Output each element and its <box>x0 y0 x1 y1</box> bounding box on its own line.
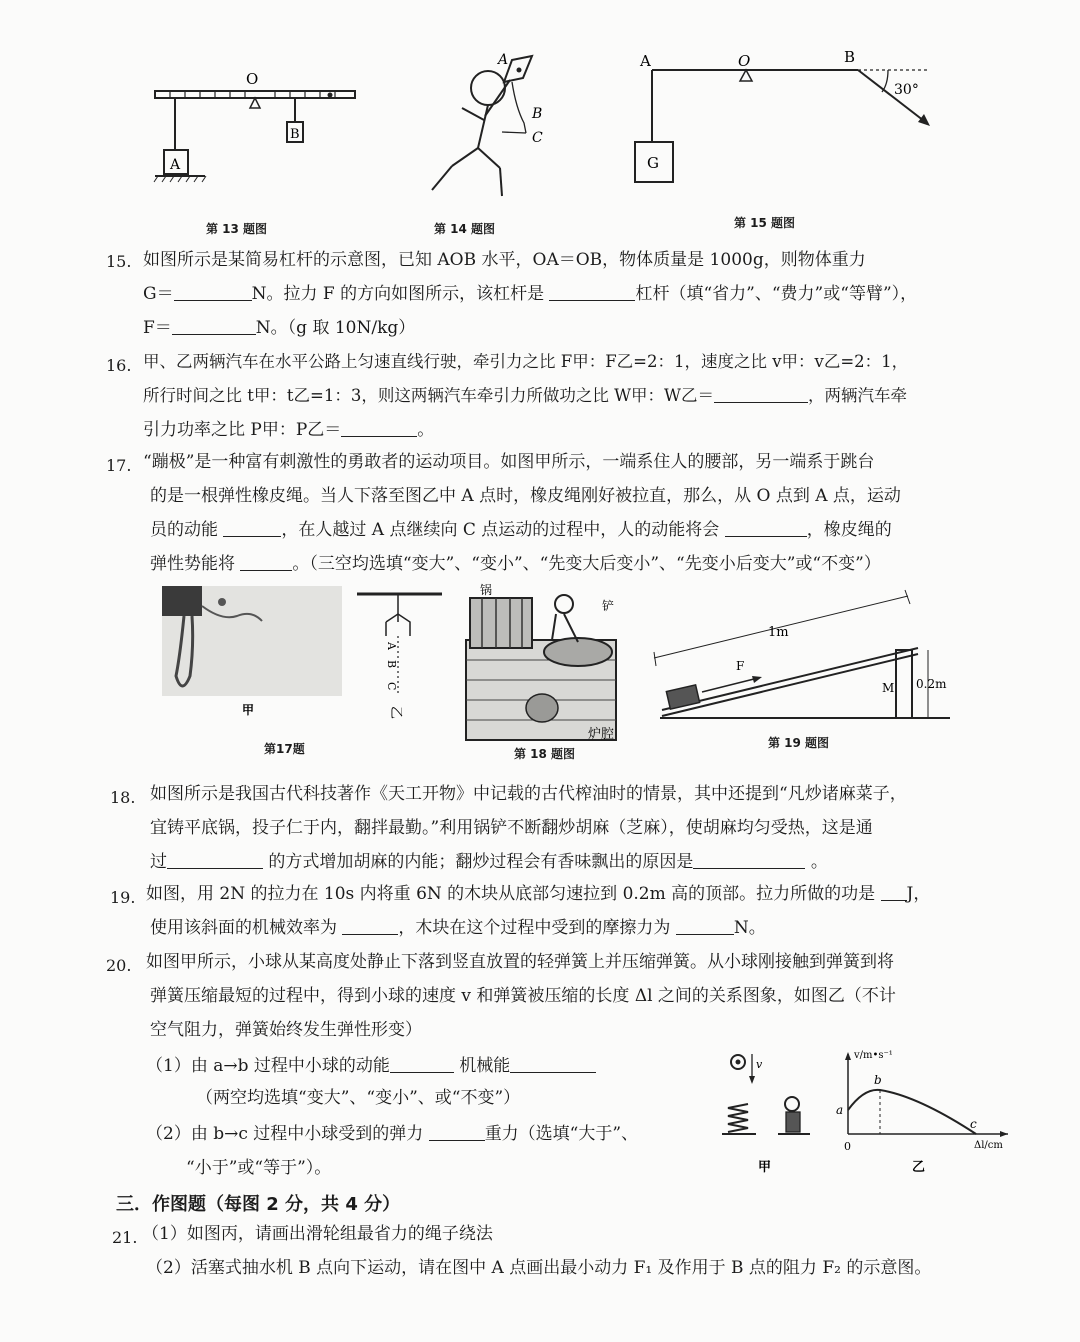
q17-text: ，橡皮绳的 <box>806 520 892 540</box>
q17-line2: 的是一根弹性橡皮绳。当人下落至图乙中 A 点时，橡皮绳刚好被拉直，那么，从 O 点到 A 点，运动 <box>150 486 901 506</box>
q19-line2 <box>150 918 766 938</box>
fig14-label-a: A <box>498 52 509 68</box>
q19-blank-friction[interactable] <box>676 918 734 935</box>
figure-15-lever <box>630 44 940 194</box>
section-3-title: 三．作图题（每图 2 分，共 4 分） <box>116 1194 401 1215</box>
fig14-label-c: C <box>532 130 543 146</box>
q17-text: 。（三空均选填“变大”、“变小”、“先变大后变小”、“先变小后变大”或“不变”） <box>292 554 881 574</box>
q18-blank-2[interactable] <box>693 852 805 869</box>
fig17-pt-b: B <box>385 660 398 669</box>
fig15-label-b: B <box>844 48 856 66</box>
fig20-label-b: b <box>874 1073 882 1087</box>
q20-part2-hint: “小于”或“等于”）。 <box>186 1158 332 1178</box>
q17-text: 弹性势能将 <box>150 554 235 574</box>
fig20-label-a: a <box>836 1103 844 1117</box>
figure-17-yi-diagram <box>352 586 452 726</box>
q15-text: F＝ <box>143 318 172 338</box>
q19-line1 <box>146 884 930 904</box>
q19-blank-eff[interactable] <box>342 918 398 935</box>
fig15-label-g: G <box>647 154 659 172</box>
q15-blank-f[interactable] <box>172 318 256 335</box>
fig15-label-o: O <box>738 52 751 70</box>
fig14-caption: 第 14 题图 <box>434 222 496 236</box>
q20-part2 <box>146 1124 638 1144</box>
fig13-label-o: O <box>246 70 259 88</box>
q21-number: 21. <box>112 1228 138 1247</box>
q17-text: 员的动能 <box>150 520 218 540</box>
q17-text: ，在人越过 A 点继续向 C 点运动的过程中，人的动能将会 <box>281 520 720 540</box>
q20-text: 机械能 <box>459 1056 511 1076</box>
fig18-label-luqiang: 炉腔 <box>588 727 615 742</box>
fig20-yaxis: v/m•s⁻¹ <box>854 1050 893 1061</box>
q18-text: 的方式增加胡麻的内能；翻炒过程会有香味飘出的原因是 <box>268 852 694 872</box>
fig20-label-zero: 0 <box>844 1140 851 1153</box>
q20-text: 重力（选填“大于”、 <box>484 1124 639 1144</box>
fig20-yi-label: 乙 <box>912 1160 926 1175</box>
q19-text: ，木块在这个过程中受到的摩擦力为 <box>398 918 671 938</box>
fig17-yi-label: 乙 <box>388 706 403 720</box>
fig15-angle: 30° <box>894 82 919 98</box>
fig15-caption: 第 15 题图 <box>734 216 796 230</box>
fig14-label-b: B <box>532 106 543 122</box>
figure-17-jia-photo <box>162 586 342 716</box>
q17-line1: “蹦极”是一种富有刺激性的勇敢者的运动项目。如图甲所示，一端系住人的腰部，另一端系于跳台 <box>143 452 875 472</box>
q15-blank-g[interactable] <box>174 284 252 301</box>
fig19-label-1m: 1m <box>768 625 789 640</box>
q17-line3 <box>150 520 892 540</box>
fig17-pt-c: C <box>385 682 398 691</box>
figure-19-incline <box>650 588 960 728</box>
q19-text: N。 <box>733 918 766 938</box>
fig18-caption: 第 18 题图 <box>514 747 576 761</box>
q18-number: 18. <box>110 788 136 807</box>
q16-text: 引力功率之比 P甲：P乙＝ <box>143 420 342 440</box>
q20-blank-force[interactable] <box>429 1124 485 1141</box>
q15-text: 杠杆（填“省力”、“费力”或“等臂”）， <box>635 284 918 304</box>
q18-text: 。 <box>810 852 828 872</box>
q15-number: 15. <box>106 252 132 271</box>
q18-line3 <box>150 852 828 872</box>
figure-14-runner <box>420 48 570 198</box>
fig17-caption: 第17题 <box>264 742 305 756</box>
fig13-caption: 第 13 题图 <box>206 222 268 236</box>
q16-text: 所行时间之比 t甲：t乙=1：3，则这两辆汽车牵引力所做功之比 W甲：W乙＝ <box>143 386 714 405</box>
fig13-label-a: A <box>170 157 181 173</box>
q17-blank-3[interactable] <box>240 554 292 571</box>
q17-line4 <box>150 554 881 574</box>
q20-line1: 如图甲所示，小球从某高度处静止下落到竖直放置的轻弹簧上并压缩弹簧。从小球刚接触到弹簧到将 <box>146 952 894 972</box>
fig19-label-m: M <box>882 681 895 695</box>
fig18-label-chan: 铲 <box>602 599 615 613</box>
q19-text: 使用该斜面的机械效率为 <box>150 918 337 938</box>
fig13-label-b: B <box>290 127 300 142</box>
q15-text: N。（g 取 10N/kg） <box>255 318 416 338</box>
fig19-label-h: 0.2m <box>916 677 947 691</box>
q19-number: 19. <box>110 888 136 907</box>
q19-blank-work[interactable] <box>881 884 907 901</box>
q19-text: 如图，用 2N 的拉力在 10s 内将重 6N 的木块从底部匀速拉到 0.2m 高的顶部。拉力所做的功是 <box>146 884 876 904</box>
fig20-label-c: c <box>970 1117 977 1131</box>
q20-blank-me[interactable] <box>510 1056 596 1073</box>
q21-line1: （1）如图丙，请画出滑轮组最省力的绳子绕法 <box>142 1224 493 1244</box>
q20-text: （1）由 a→b 过程中小球的动能 <box>146 1056 390 1076</box>
q16-blank-work[interactable] <box>714 386 808 403</box>
fig20-xaxis: Δl/cm <box>974 1140 1003 1151</box>
q16-text: ，两辆汽车牵 <box>808 386 907 405</box>
fig20-jia-label: 甲 <box>758 1160 772 1175</box>
q15-text: G＝ <box>143 284 174 304</box>
q20-line2: 弹簧压缩最短的过程中，得到小球的速度 v 和弹簧被压缩的长度 Δl 之间的关系图象，如图乙（不计 <box>150 986 896 1006</box>
q20-blank-ke[interactable] <box>390 1056 454 1073</box>
q15-line2 <box>143 284 917 304</box>
q20-text: （2）由 b→c 过程中小球受到的弹力 <box>146 1124 424 1144</box>
q16-number: 16. <box>106 356 132 375</box>
q20-line3: 空气阻力，弹簧始终发生弹性形变） <box>150 1020 422 1040</box>
q16-line1: 甲、乙两辆汽车在水平公路上匀速直线行驶，牵引力之比 F甲：F乙=2：1，速度之比 v甲：v乙=2：1， <box>143 352 909 371</box>
q20-part1-hint: （两空均选填“变大”、“变小”、或“不变”） <box>196 1088 521 1108</box>
q15-line3 <box>143 318 415 338</box>
q18-text: 过 <box>150 852 167 872</box>
q18-blank-1[interactable] <box>167 852 263 869</box>
q17-number: 17. <box>106 456 132 475</box>
q16-text: 。 <box>417 420 435 440</box>
q21-line2: （2）活塞式抽水机 B 点向下运动，请在图中 A 点画出最小动力 F₁ 及作用于 B 点的阻力 F₂ 的示意图。 <box>146 1258 932 1278</box>
q16-blank-power[interactable] <box>341 420 417 437</box>
fig19-caption: 第 19 题图 <box>768 736 830 750</box>
figure-20-spring-graph <box>708 1046 1028 1178</box>
q18-line1: 如图所示是我国古代科技著作《天工开物》中记载的古代榨油时的情景，其中还提到“凡炒诸麻菜子， <box>150 784 907 804</box>
q15-blank-lever[interactable] <box>549 284 635 301</box>
fig15-label-a: A <box>640 52 651 70</box>
q16-line3 <box>143 420 434 440</box>
figure-13-lever <box>150 64 360 194</box>
q17-blank-1[interactable] <box>223 520 281 537</box>
q20-part1 <box>146 1056 596 1076</box>
fig19-label-f: F <box>736 659 745 673</box>
q17-blank-2[interactable] <box>725 520 807 537</box>
q15-line1: 如图所示是某简易杠杆的示意图，已知 AOB 水平，OA＝OB，物体质量是 1000g，则物体重力 <box>143 250 866 270</box>
q18-line2: 宜铸平底锅，投子仁于内，翻拌最勤。”利用锅铲不断翻炒胡麻（芝麻），使胡麻均匀受热，这是通 <box>150 818 873 838</box>
fig17-pt-a: A <box>385 642 398 650</box>
fig18-label-guo: 锅 <box>480 583 493 597</box>
q16-line2 <box>143 386 907 406</box>
q20-number: 20. <box>106 956 132 975</box>
q19-text: J， <box>906 884 931 904</box>
fig17-jia-label: 甲 <box>242 703 255 716</box>
figure-18-oil-press <box>460 580 630 750</box>
fig20-label-v: v <box>756 1058 763 1071</box>
q15-text: N。拉力 F 的方向如图所示，该杠杆是 <box>251 284 545 304</box>
